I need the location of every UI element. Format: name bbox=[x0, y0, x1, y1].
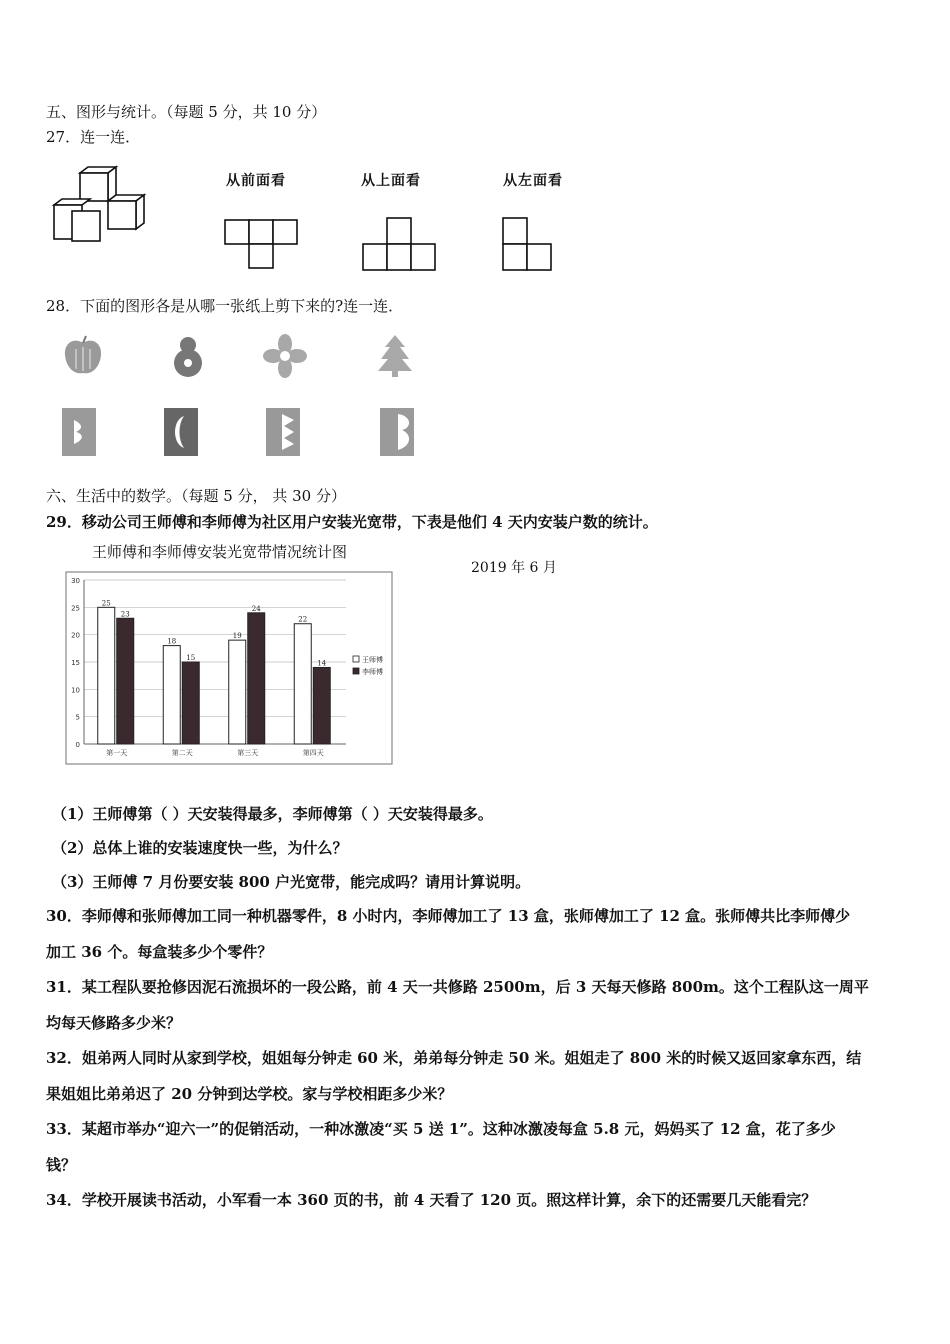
question-29: 29．移动公司王师傅和李师傅为社区用户安装光宽带，下表是他们 4 天内安装户数的统计。 bbox=[46, 513, 658, 531]
data-label: 15 bbox=[186, 654, 196, 662]
bar-chart bbox=[64, 570, 394, 766]
legend-label: 李师傅 bbox=[362, 668, 383, 676]
gourd-shape-icon bbox=[165, 333, 211, 379]
x-tick-label: 第二天 bbox=[171, 749, 193, 757]
paper-cut-3-icon bbox=[264, 406, 304, 458]
data-label: 25 bbox=[101, 599, 111, 608]
question-32-line1: 32．姐弟两人同时从家到学校，姐姐每分钟走 60 米，弟弟每分钟走 50 米。姐姐走了 800 米的时候又返回家拿东西，结 bbox=[46, 1049, 862, 1067]
y-tick-label: 30 bbox=[71, 577, 80, 585]
section5-heading: 五、图形与统计。（每题 5 分，共 10 分） bbox=[46, 103, 327, 121]
tree-shape-icon bbox=[372, 333, 418, 379]
question-32-line2: 果姐姐比弟弟迟了 20 分钟到达学校。家与学校相距多少米？ bbox=[46, 1085, 453, 1103]
question-31-line1: 31．某工程队要抢修因泥石流损坏的一段公路，前 4 天一共修路 2500m，后 3 天每天修路 800m。这个工程队这一周平 bbox=[46, 978, 869, 996]
y-tick-label: 20 bbox=[71, 631, 80, 640]
apple-shape-icon bbox=[60, 333, 106, 379]
cube-stack-figure bbox=[50, 165, 160, 245]
bar-李师傅-第一天 bbox=[117, 618, 134, 744]
y-tick-label: 5 bbox=[75, 713, 80, 722]
question-27: 27．连一连． bbox=[46, 128, 141, 146]
data-label: 19 bbox=[232, 632, 242, 641]
legend-swatch bbox=[353, 656, 359, 662]
data-label: 18 bbox=[167, 637, 177, 646]
bar-李师傅-第三天 bbox=[248, 613, 265, 744]
data-label: 24 bbox=[251, 604, 261, 613]
question-31-line2: 均每天修路多少米？ bbox=[46, 1014, 182, 1032]
data-label: 14 bbox=[317, 659, 327, 668]
question-28: 28．下面的图形各是从哪一张纸上剪下来的?连一连． bbox=[46, 297, 404, 315]
data-label: 23 bbox=[120, 610, 130, 619]
y-tick-label: 0 bbox=[75, 741, 80, 749]
bar-李师傅-第四天 bbox=[313, 667, 330, 744]
question-30-line2: 加工 36 个。每盒装多少个零件？ bbox=[46, 943, 273, 961]
view-label-top: 从上面看 bbox=[361, 173, 421, 189]
x-tick-label: 第四天 bbox=[302, 749, 324, 757]
section6-heading: 六、生活中的数学。（每题 5 分， 共 30 分） bbox=[46, 487, 346, 505]
question-29-3: （3）王师傅 7 月份要安装 800 户光宽带，能完成吗？请用计算说明。 bbox=[52, 873, 531, 891]
y-tick-label: 10 bbox=[71, 686, 80, 695]
data-label: 22 bbox=[298, 615, 308, 624]
flower-shape-icon bbox=[262, 333, 308, 379]
question-33-line2: 钱？ bbox=[46, 1156, 77, 1174]
bar-王师傅-第一天 bbox=[98, 607, 115, 744]
view-label-front: 从前面看 bbox=[226, 173, 286, 189]
paper-cut-4-icon bbox=[378, 406, 418, 458]
question-30-line1: 30．李师傅和张师傅加工同一种机器零件，8 小时内，李师傅加工了 13 盒，张师傅加工了 12 盒。张师傅共比李师傅少 bbox=[46, 907, 851, 925]
bar-王师傅-第三天 bbox=[229, 640, 246, 744]
x-tick-label: 第一天 bbox=[106, 749, 128, 757]
view-label-left: 从左面看 bbox=[503, 173, 563, 189]
question-33-line1: 33．某超市举办“迎六一”的促销活动，一种冰激凌“买 5 送 1”。这种冰激凌每盒 5.8 元，妈妈买了 12 盒，花了多少 bbox=[46, 1120, 836, 1138]
legend-label: 王师傅 bbox=[362, 656, 383, 664]
top-view-figure bbox=[360, 214, 440, 274]
y-tick-label: 15 bbox=[71, 659, 80, 667]
y-tick-label: 25 bbox=[71, 604, 80, 613]
left-view-figure bbox=[500, 214, 560, 274]
x-tick-label: 第三天 bbox=[237, 749, 259, 757]
chart-date: 2019 年 6 月 bbox=[471, 560, 557, 576]
bar-王师傅-第四天 bbox=[294, 624, 311, 744]
question-29-2: （2）总体上谁的安装速度快一些，为什么？ bbox=[52, 839, 348, 857]
question-29-1: （1）王师傅第（ ）天安装得最多，李师傅第（ ）天安装得最多。 bbox=[52, 805, 493, 823]
paper-cut-2-icon bbox=[162, 406, 202, 458]
bar-李师傅-第二天 bbox=[182, 662, 199, 744]
paper-cut-1-icon bbox=[60, 406, 100, 458]
legend-swatch bbox=[353, 668, 359, 674]
front-view-figure bbox=[222, 210, 302, 272]
question-34: 34．学校开展读书活动，小军看一本 360 页的书，前 4 天看了 120 页。照这样计算，余下的还需要几天能看完？ bbox=[46, 1191, 817, 1209]
bar-王师傅-第二天 bbox=[163, 646, 180, 744]
chart-title: 王师傅和李师傅安装光宽带情况统计图 bbox=[92, 543, 348, 561]
